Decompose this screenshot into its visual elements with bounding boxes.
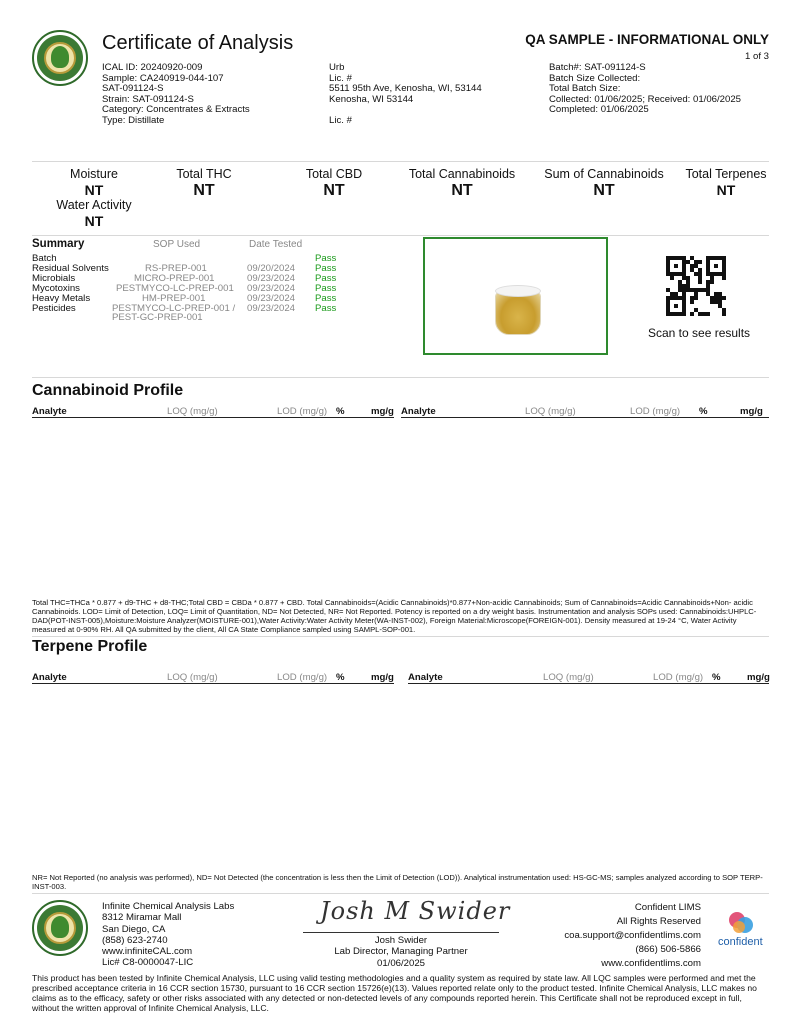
- disclaimer: This product has been tested by Infinite Chemical Analysis, LLC using valid testing methodologies and a quality system as required by state law. All LQC samples were performed and met the prescribed acceptance criteria in 16 CCR section 15730, pursuant to 16 CCR section 15726(e)(13). Values reported relate only to the product tested. Infinite Chemical Analysis, LLC makes no claims as to the efficacy, safety or other risks associated with any detected or non-detected levels of any compounds reported herein. This Certificate shall not be reproduced except in full, without the written approval of Infinite Chemical Analysis, LLC.: [32, 973, 757, 1013]
- terpene-title: Terpene Profile: [32, 638, 148, 655]
- summary-row-result: Pass: [315, 283, 337, 294]
- summary-row-sop: PESTMYCO-LC-PREP-001: [116, 283, 234, 294]
- summary-row-sop: PESTMYCO-LC-PREP-001 /: [112, 303, 236, 314]
- summary-row-date: 09/23/2024: [247, 283, 296, 294]
- summary-row-name: Microbials: [32, 273, 76, 284]
- qr-module: [722, 312, 726, 316]
- summary-row-name: Mycotoxins: [32, 283, 80, 294]
- summary-row-name: Heavy Metals: [32, 293, 91, 304]
- metric-total-cbd: Total CBD NT: [305, 167, 363, 199]
- signatory: Josh Swider Lab Director, Managing Partner 01/06/2025: [334, 935, 468, 969]
- lims-info: Confident LIMS All Rights Reserved coa.support@confidentlims.com (866) 506-5866 www.confidentlims.com: [564, 902, 701, 969]
- cannabinoid-note: Total THC=THCa * 0.877 + d9-THC + d8-THC;Total CBD = CBDa * 0.877 + CBD. Total Cannabinoids=(Acidic Cannabinoids)*0.877+Non-acidic Cannabinoids; Sum of Cannabinoids=Acidic Cannabinoids+Non- acidic Cannabinoids. LOD= Limit of Detection, LOQ= Limit of Quantitation, ND= Not Detected, NR= Not Reported. Potency is reported on a dry weight basis. Instrumentation and analysis SOPs used: Cannabinoids:UHPLC-DAD(POT-INST-005),Moisture:Moisture Analyzer(MOISTURE-001),Water Activity:Water Activity Meter(WA-INST-002), Foreign Material:Microscope(FOREIGN-001). Density measured at 19-24 °C, Water Activity measured at 0-90% RH. All QA submitted by the client, All CA State Compliance sampled using SAMPL-SOP-001.: [32, 598, 757, 634]
- terpene-note: NR= Not Reported (no analysis was performed), ND= Not Detected (the concentration is less then the Limit of Detection (LOD)). Analytical instrumentation used: HS-GC-MS; samples analyzed according to SOP TERP-INST-003.: [32, 873, 763, 891]
- summary-row-result: Pass: [315, 303, 337, 314]
- batch-info: Batch#: SAT-091124-S Batch Size Collected: Total Batch Size: Collected: 01/06/2025; Received: 01/06/2025 Completed: 01/06/2025: [549, 62, 742, 116]
- summary-row-date: 09/20/2024: [247, 263, 296, 274]
- qa-label: QA SAMPLE - INFORMATIONAL ONLY: [525, 32, 769, 47]
- summary-row-date: 09/23/2024: [247, 303, 296, 314]
- cannabinoid-title: Cannabinoid Profile: [32, 382, 184, 399]
- metric-sum-cannabinoids: Sum of Cannabinoids NT: [544, 167, 664, 199]
- metric-total-cannabinoids: Total Cannabinoids NT: [408, 167, 516, 199]
- col-sop-used: SOP Used: [153, 239, 201, 250]
- summary-row-result: Pass: [315, 293, 337, 304]
- signature-script: Josh M Swider: [320, 897, 511, 925]
- summary-row-result: Pass: [315, 253, 337, 264]
- summary-row-date: 09/23/2024: [247, 293, 296, 304]
- metric-moisture: Moisture NT Water Activity NT: [56, 167, 132, 229]
- summary-row-sop: MICRO-PREP-001: [134, 273, 215, 284]
- summary-row-name: Pesticides: [32, 303, 76, 314]
- lab-address: Infinite Chemical Analysis Labs 8312 Miramar Mall San Diego, CA (858) 623-2740 www.infiniteCAL.com Lic# C8-0000047-LIC: [102, 901, 235, 969]
- page-title: Certificate of Analysis: [102, 32, 294, 54]
- lab-logo-seal: [32, 30, 88, 86]
- summary-row-name: Batch: [32, 253, 57, 264]
- summary-row-sop: RS-PREP-001: [145, 263, 207, 274]
- sample-info: ICAL ID: 20240920-009 Sample: CA240919-044-107 SAT-091124-S Strain: SAT-091124-S Category: Concentrates & Extracts Type: Distillate: [102, 62, 250, 126]
- lab-logo-seal-footer: [32, 900, 88, 956]
- scan-label: Scan to see results: [648, 326, 751, 340]
- summary-row-result: Pass: [315, 273, 337, 284]
- summary-row-sop-extra: PEST-GC-PREP-001: [112, 312, 203, 323]
- metric-total-thc: Total THC NT: [176, 167, 232, 199]
- col-date-tested: Date Tested: [249, 239, 303, 250]
- summary-row-result: Pass: [315, 263, 337, 274]
- summary-title: Summary: [32, 238, 85, 250]
- metric-total-terpenes: Total Terpenes NT: [685, 167, 767, 198]
- product-photo: [423, 237, 608, 355]
- summary-row-name: Residual Solvents: [32, 263, 109, 274]
- confident-wordmark: confident: [718, 936, 763, 948]
- summary-row-date: 09/23/2024: [247, 273, 296, 284]
- qr-code[interactable]: [666, 256, 726, 316]
- client-info: Urb Lic. # 5511 95th Ave, Kenosha, WI, 53144 Kenosha, WI 53144 Lic. #: [329, 62, 482, 126]
- jar-image: [495, 291, 541, 335]
- page-number: 1 of 3: [744, 51, 769, 62]
- summary-row-sop: HM-PREP-001: [142, 293, 206, 304]
- confident-logo-icon: [727, 911, 755, 935]
